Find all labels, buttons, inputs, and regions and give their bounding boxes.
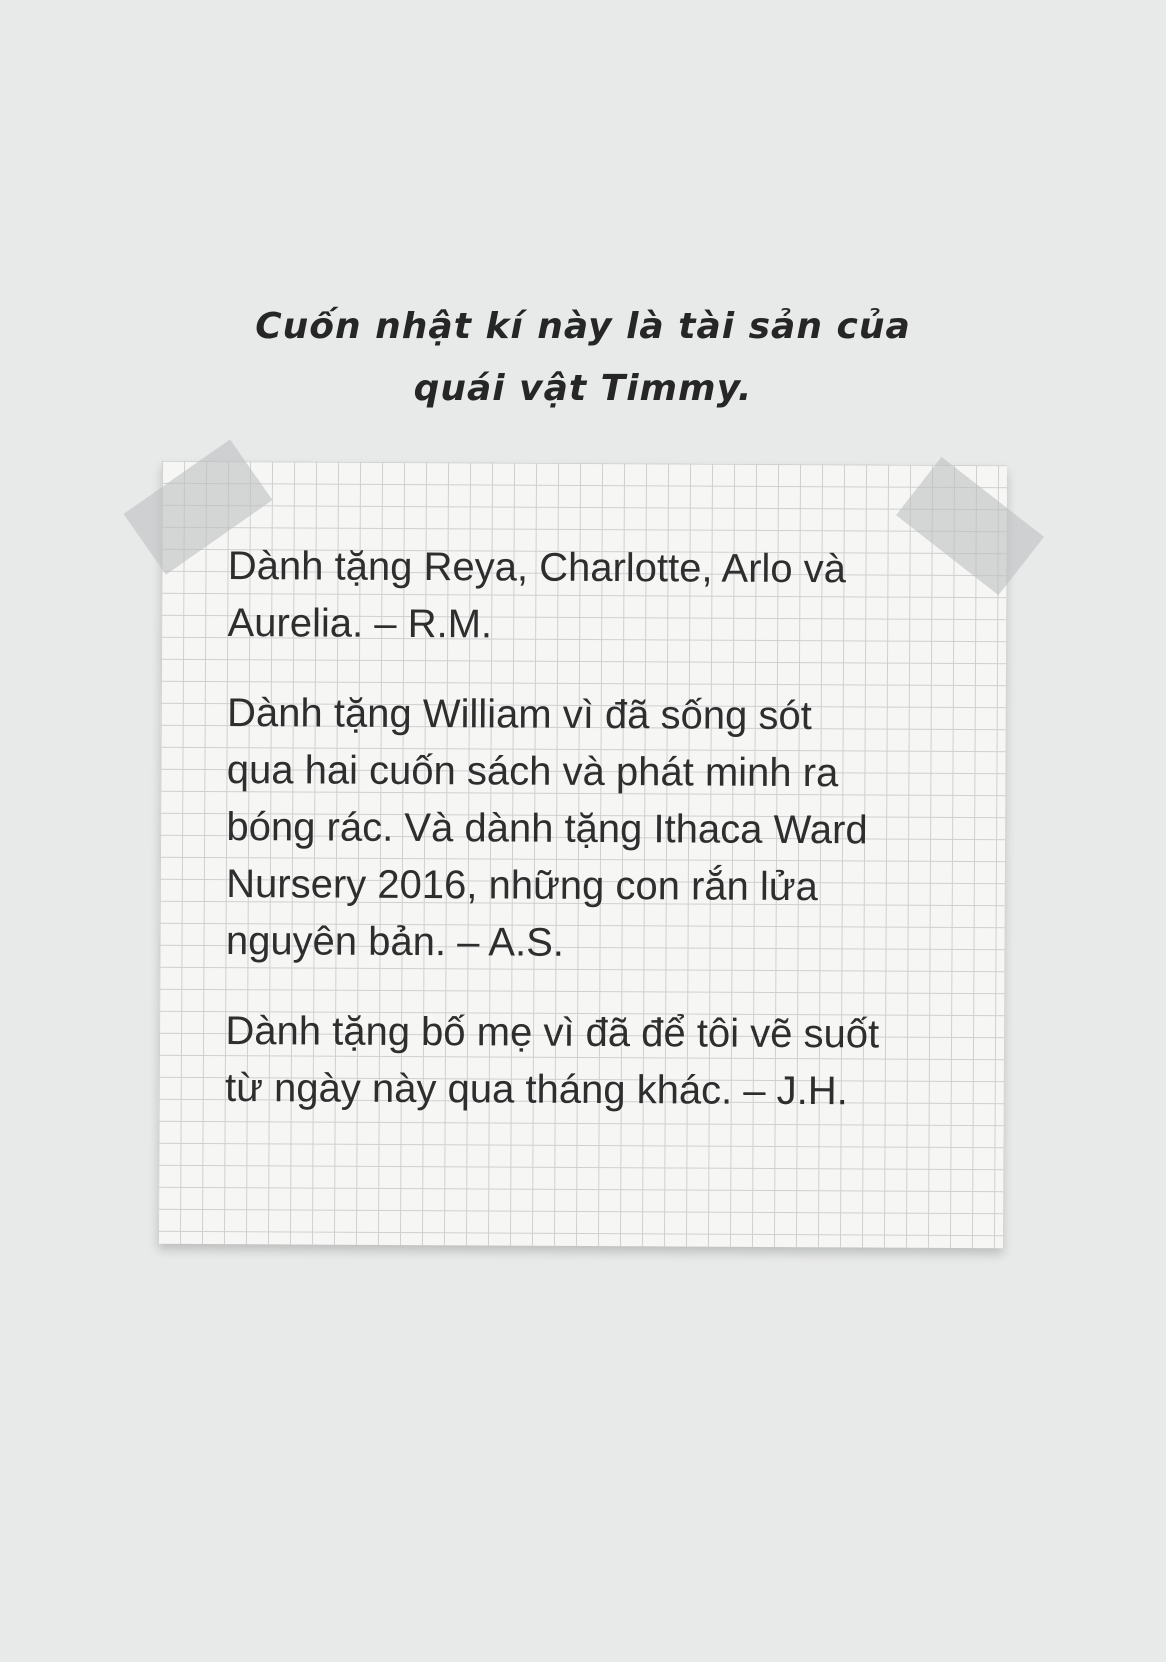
ownership-note: Cuốn nhật kí này là tài sản của quái vật Timmy. xyxy=(255,306,911,409)
dedication-rm: Dành tặng Reya, Charlotte, Arlo và Aurelia. – R.M. xyxy=(227,543,847,647)
dedications-block xyxy=(225,538,948,1154)
dedication-jh: Dành tặng bố mẹ vì đã để tôi vẽ suốt từ ngày này qua tháng khác. – J.H. xyxy=(225,1008,880,1114)
dedication-as: Dành tặng William vì đã sống sót qua hai cuốn sách và phát minh ra bóng rác. Và dành tặng Ithaca Ward Nursery 2016, những con rắn lửa nguyên bản. – A.S. xyxy=(225,690,868,965)
